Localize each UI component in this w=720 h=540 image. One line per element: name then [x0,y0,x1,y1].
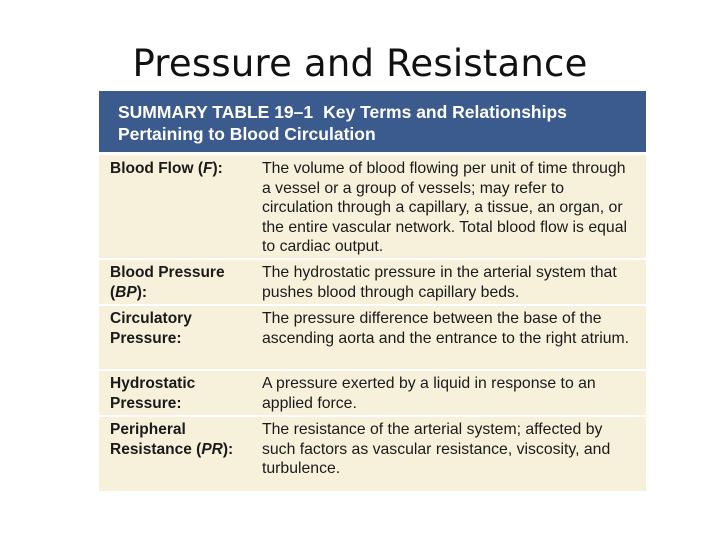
table-row [99,260,646,306]
table-header [99,91,646,155]
definition-cell: The hydrostatic pressure in the arterial system that pushes blood through capillary beds. [262,264,617,301]
definition-cell: The pressure difference between the base of the ascending aorta and the entrance to the right atrium. [262,310,630,347]
term-label: Blood Pressure [110,264,225,281]
table-row [99,371,646,417]
definition-cell: The resistance of the arterial system; affected by such factors as vascular resistance, viscosity, and turbulence. [262,421,611,477]
slide-title: Pressure and Resistance [132,42,588,85]
term-label-cont: Pressure: [110,394,182,412]
table-title-line2: Pertaining to Blood Circulation [118,124,376,144]
term-cell [99,159,262,258]
term-label: Blood Flow (F): [110,160,223,177]
term-cell [99,420,262,488]
term-label-cont: (BP): [110,283,148,301]
table-row [99,306,646,371]
term-label: Peripheral [110,421,186,438]
term-label: Hydrostatic [110,375,196,392]
term-cell [99,309,262,369]
table-row [99,155,646,260]
term-label: Circulatory [110,310,192,327]
term-label-cont: Pressure: [110,329,182,347]
summary-table [99,91,646,491]
term-label-cont: Resistance (PR): [110,440,234,458]
term-cell [99,374,262,415]
table-number: SUMMARY TABLE 19–1 [118,102,314,122]
table-row [99,417,646,488]
definition-cell: A pressure exerted by a liquid in response to an applied force. [262,375,596,412]
table-title-line1: Key Terms and Relationships [323,102,567,122]
term-cell [99,263,262,304]
definition-cell: The volume of blood flowing per unit of time through a vessel or a group of vessels; may refer to circulation through a capillary, a tissue, an organ, or the entire vascular network. Total blood flow is equal to cardiac output. [262,160,627,255]
